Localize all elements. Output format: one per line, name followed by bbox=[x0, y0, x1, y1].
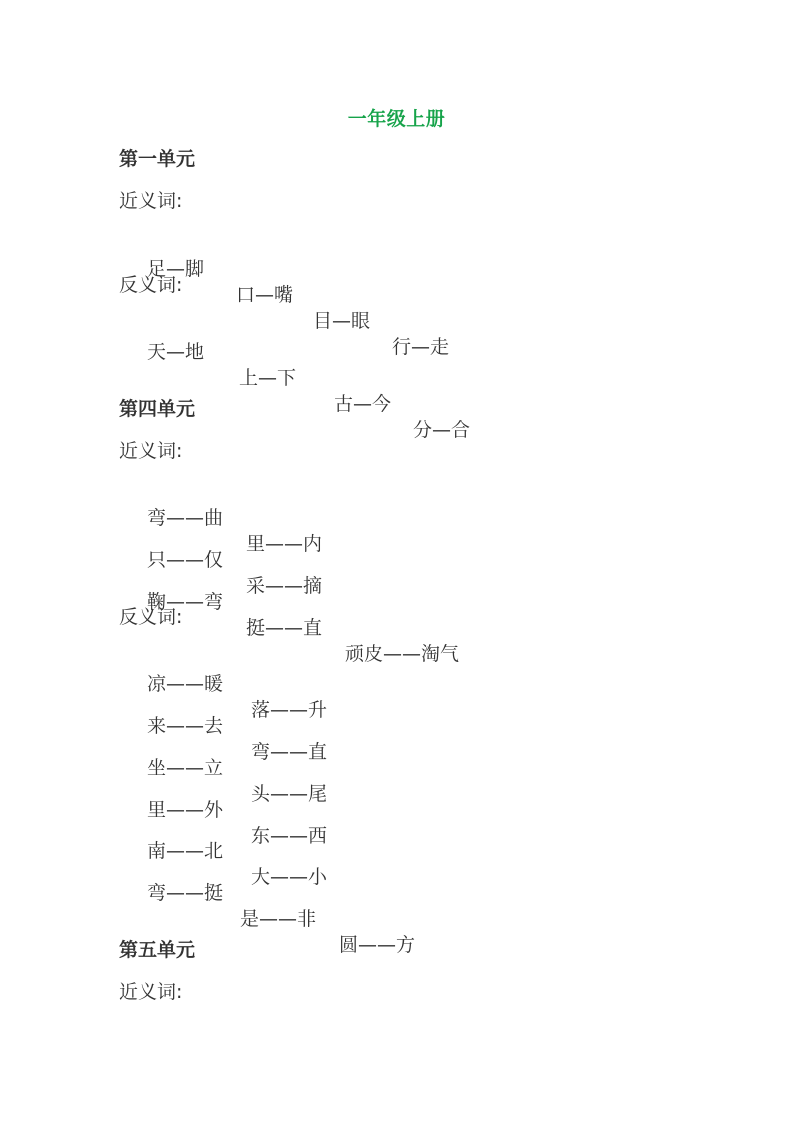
word-pair: 弯——曲 bbox=[147, 507, 224, 529]
word-pair: 顽皮——淘气 bbox=[345, 643, 460, 665]
word-pair: 头——尾 bbox=[251, 783, 328, 805]
word-pair: 弯——挺 bbox=[147, 882, 224, 904]
word-pair: 里——外 bbox=[147, 799, 224, 821]
word-pair: 里——内 bbox=[246, 533, 323, 555]
word-pair: 挺——直 bbox=[246, 617, 323, 639]
word-pair: 鞠——弯 bbox=[147, 591, 224, 613]
word-pair: 古—今 bbox=[334, 393, 392, 415]
word-pair: 凉——暖 bbox=[147, 673, 224, 695]
section-heading: 第一单元 bbox=[119, 148, 196, 170]
word-pair: 只——仅 bbox=[147, 549, 224, 571]
word-pair: 圆——方 bbox=[339, 934, 416, 956]
word-pair: 足—脚 bbox=[147, 258, 205, 280]
page-title: 一年级上册 bbox=[347, 108, 446, 130]
synonyms-label: 近义词: bbox=[119, 440, 183, 462]
section-heading: 第四单元 bbox=[119, 398, 196, 420]
word-pair: 坐——立 bbox=[147, 757, 224, 779]
word-pair: 采——摘 bbox=[246, 575, 323, 597]
antonyms-label: 反义词: bbox=[119, 274, 183, 296]
word-pair: 天—地 bbox=[147, 341, 205, 363]
antonyms-label: 反义词: bbox=[119, 606, 183, 628]
word-pair: 弯——直 bbox=[251, 741, 328, 763]
word-pair: 落——升 bbox=[251, 699, 328, 721]
word-pair: 口—嘴 bbox=[236, 284, 294, 306]
word-pair: 南——北 bbox=[147, 840, 224, 862]
word-pair: 目—眼 bbox=[313, 310, 371, 332]
synonyms-label: 近义词: bbox=[119, 981, 183, 1003]
word-pair: 大——小 bbox=[251, 866, 328, 888]
word-pair: 行—走 bbox=[392, 336, 450, 358]
word-pair: 来——去 bbox=[147, 715, 224, 737]
word-pair: 分—合 bbox=[413, 419, 471, 441]
word-pair: 东——西 bbox=[251, 825, 328, 847]
synonyms-label: 近义词: bbox=[119, 190, 183, 212]
word-pair: 上—下 bbox=[239, 367, 297, 389]
section-heading: 第五单元 bbox=[119, 939, 196, 961]
word-pair: 是——非 bbox=[240, 908, 317, 930]
